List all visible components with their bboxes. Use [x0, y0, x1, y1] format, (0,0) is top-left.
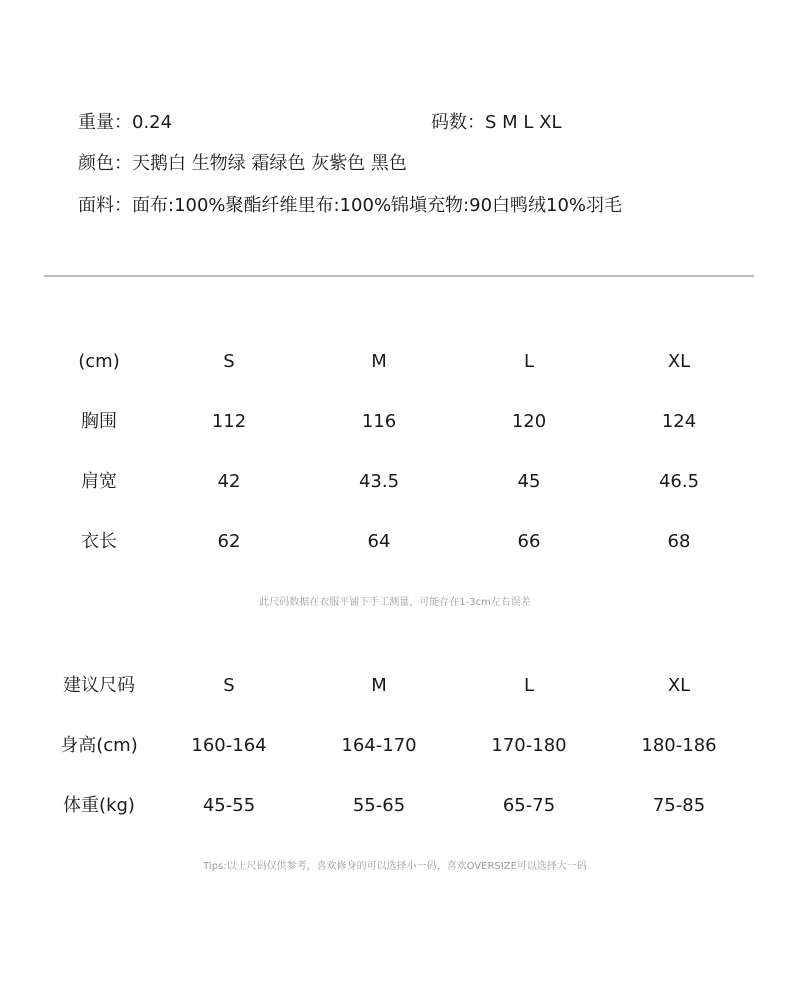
table-cell: 43.5 [358, 471, 400, 492]
table-cell: 42 [217, 471, 241, 492]
header-size-l: L [523, 675, 535, 696]
header-recommended-size: 建议尺码 [63, 675, 135, 696]
header-size-m: M [371, 351, 387, 372]
table-cell: 65-75 [502, 795, 556, 816]
table-cell: 164-170 [341, 735, 417, 756]
table-cell: 64 [367, 531, 391, 552]
table-cell: 68 [667, 531, 691, 552]
table-cell: 45-55 [202, 795, 256, 816]
color-info: 颜色：天鹅白 生物绿 霜绿色 灰紫色 黑色 [78, 153, 407, 174]
row-label-shoulder: 肩宽 [81, 471, 117, 492]
table-cell: 55-65 [352, 795, 406, 816]
header-size-s: S [223, 675, 235, 696]
section-divider [44, 275, 754, 277]
header-size-s: S [223, 351, 235, 372]
row-label-weight: 体重(kg) [63, 795, 135, 816]
table-cell: 45 [517, 471, 541, 492]
size-options-info: 码数：S M L XL [431, 112, 562, 133]
row-label-height: 身高(cm) [60, 735, 138, 756]
table-cell: 46.5 [658, 471, 700, 492]
table-cell: 112 [211, 411, 247, 432]
table-cell: 160-164 [191, 735, 267, 756]
fabric-info: 面料：面布:100%聚酯纤维里布:100%锦塡充物:90白鸭绒10%羽毛 [78, 195, 623, 216]
table-cell: 180-186 [641, 735, 717, 756]
tips-note: Tips:以上尺码仅供参考，喜欢修身的可以选择小一码，喜欢OVERSIZE可以选择大一码 [203, 861, 587, 872]
weight-info: 重量：0.24 [78, 112, 173, 133]
header-size-xl: XL [667, 675, 691, 696]
row-label-chest: 胸围 [81, 411, 117, 432]
table-cell: 66 [517, 531, 541, 552]
table-cell: 170-180 [491, 735, 567, 756]
header-size-xl: XL [667, 351, 691, 372]
header-unit: (cm) [78, 351, 120, 372]
measurement-note: 此尺码数据在衣服平铺下手工测量，可能存在1-3cm左右误差 [259, 597, 531, 608]
table-cell: 124 [661, 411, 697, 432]
header-size-m: M [371, 675, 387, 696]
row-label-length: 衣长 [81, 531, 117, 552]
table-cell: 116 [361, 411, 397, 432]
table-cell: 120 [511, 411, 547, 432]
table-cell: 75-85 [652, 795, 706, 816]
table-cell: 62 [217, 531, 241, 552]
header-size-l: L [523, 351, 535, 372]
